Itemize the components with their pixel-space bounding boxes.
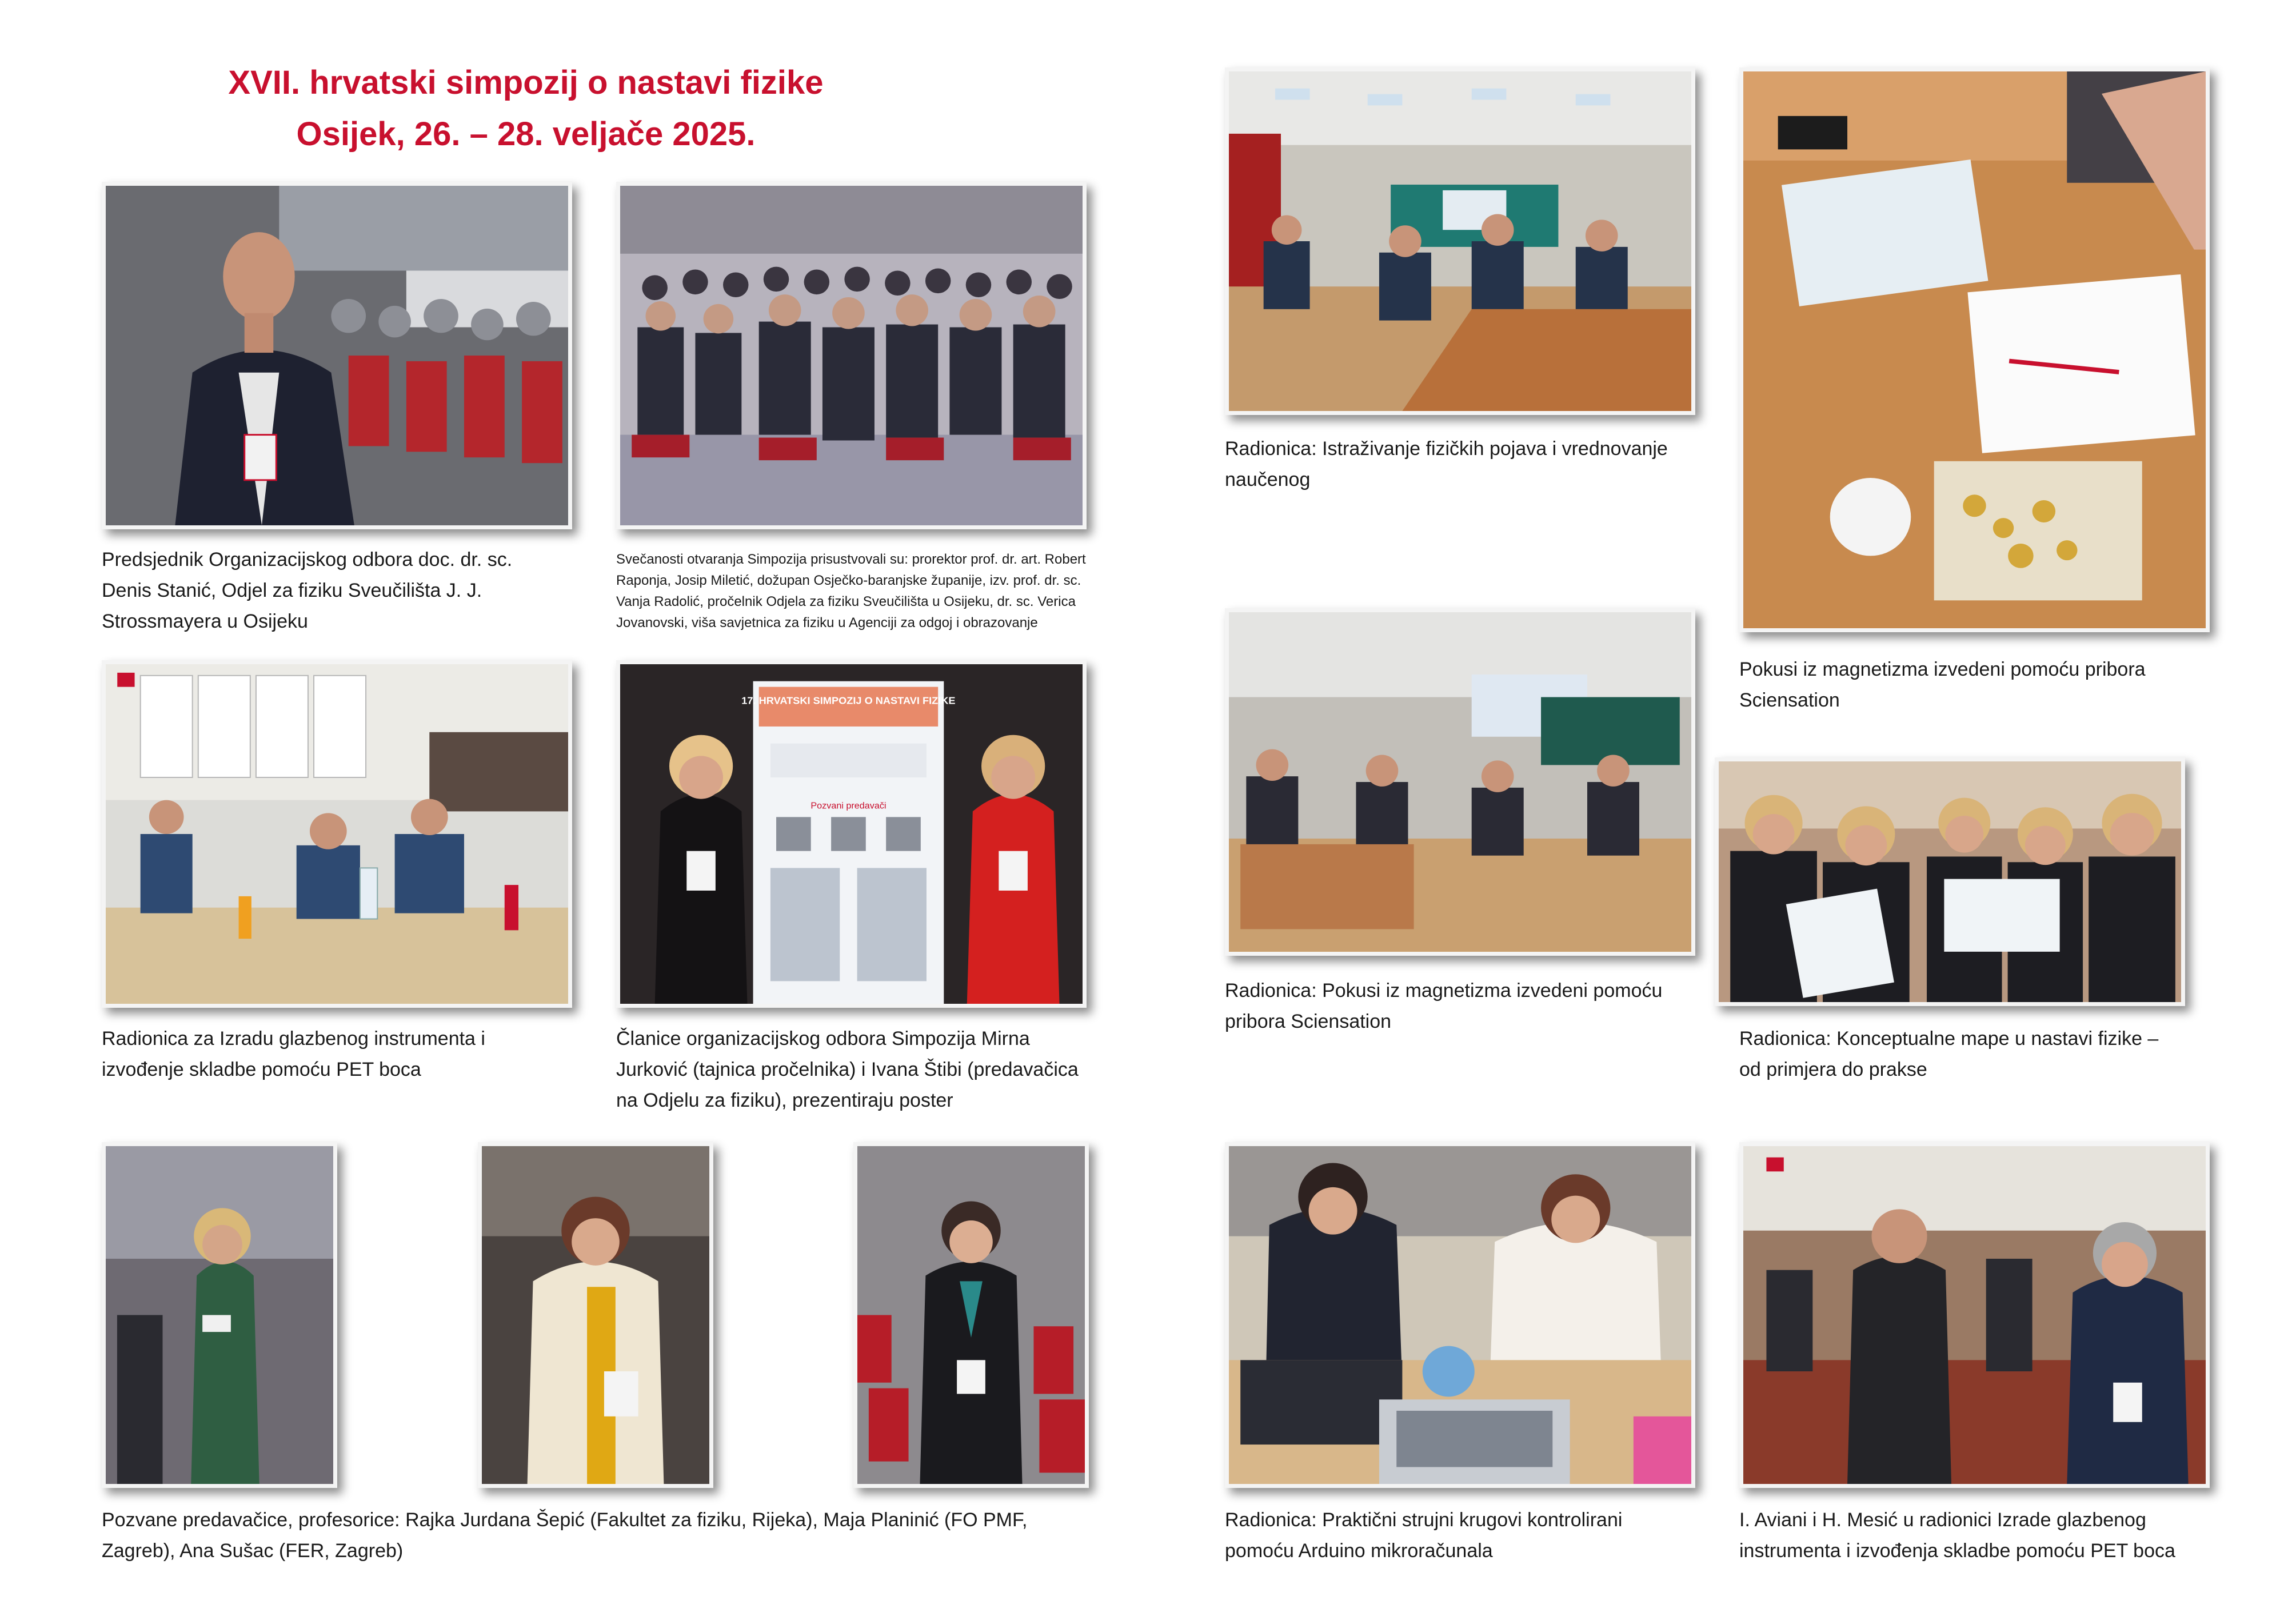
photo-pet-instrument <box>1739 1142 2210 1488</box>
caption-pet-instrument: I. Aviani i H. Mesić u radionici Izrade glazbenog instrumenta i izvođenja skladbe pomoću PET boca <box>1739 1509 2175 1562</box>
caption-president: Predsjednik Organizacijskog odbora doc. dr. sc. Denis Stanić, Odjel za fiziku Sveučilišta J. J. Strossmayera u Osijeku <box>102 549 513 632</box>
caption-physics-workshop: Radionica: Istraživanje fizičkih pojava i vrednovanje naučenog <box>1225 438 1668 490</box>
photo-opening-audience <box>616 182 1087 529</box>
photo-magnetism-workshop <box>1225 608 1695 956</box>
caption-committee-poster: Članice organizacijskog odbora Simpozija Mirna Jurković (tajnica pročelnika) i Ivana Štibi (predavačica na Odjelu za fiziku), prezentiraju poster <box>616 1028 1079 1111</box>
caption-opening-audience: Svečanosti otvaranja Simpozija prisustvovali su: prorektor prof. dr. art. Robert Raponja, Josip Miletić, dožupan Osječko-baranjske županije, izv. prof. dr. sc. Vanja Radolić, pročelnik Odjela za fiziku Sveučilišta u Osijeku, dr. sc. Verica Jovanovski, viša savjetnica za fiziku u Agenciji za odgoj i obrazovanje <box>616 552 1086 631</box>
photo-concept-maps <box>1715 757 2185 1006</box>
caption-magnetism-table: Pokusi iz magnetizma izvedeni pomoću pribora Sciensation <box>1739 659 2146 711</box>
photo-pet-workshop <box>102 660 572 1008</box>
caption-arduino: Radionica: Praktični strujni krugovi kontrolirani pomoću Arduino mikroračunala <box>1225 1509 1623 1562</box>
caption-magnetism-workshop: Radionica: Pokusi iz magnetizma izvedeni pomoću pribora Sciensation <box>1225 980 1663 1032</box>
page-title <box>103 57 949 160</box>
photo-magnetism-table <box>1739 67 2210 632</box>
photo-arduino <box>1225 1142 1695 1488</box>
caption-pet-workshop: Radionica za Izradu glazbenog instrumenta i izvođenje skladbe pomoću PET boca <box>102 1028 485 1080</box>
photo-committee-poster <box>616 660 1087 1008</box>
title-line-1: XVII. hrvatski simpozij o nastavi fizike <box>228 64 824 101</box>
caption-speakers: Pozvane predavačice, profesorice: Rajka Jurdana Šepić (Fakultet za fiziku, Rijeka), Maja Planinić (FO PMF, Zagreb), Ana Sušac (FER, Zagreb) <box>102 1509 1028 1562</box>
title-line-2: Osijek, 26. – 28. veljače 2025. <box>296 115 756 153</box>
photo-speaker-1 <box>102 1142 337 1488</box>
photo-physics-workshop <box>1225 67 1695 415</box>
poster-subheading: Pozvani predavači <box>810 801 887 811</box>
poster-heading: 17. HRVATSKI SIMPOZIJ O NASTAVI FIZIKE <box>741 695 956 707</box>
photo-speaker-3 <box>853 1142 1089 1488</box>
photo-president <box>102 182 572 529</box>
caption-concept-maps: Radionica: Konceptualne mape u nastavi fizike – od primjera do prakse <box>1739 1028 2159 1080</box>
photo-speaker-2 <box>478 1142 713 1488</box>
